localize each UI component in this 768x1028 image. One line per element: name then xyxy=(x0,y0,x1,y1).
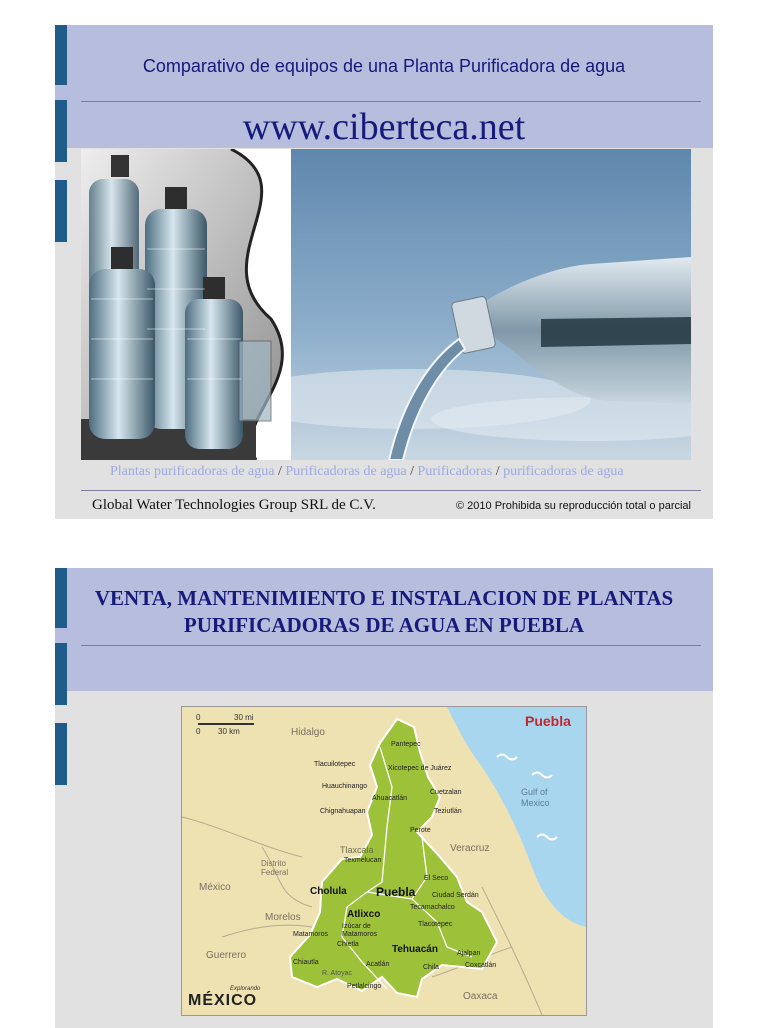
state-label: Tlaxcala xyxy=(340,845,374,855)
brand-small: Explorando xyxy=(230,986,261,992)
title-divider xyxy=(81,101,701,102)
brand-logo: MÉXICO xyxy=(188,992,258,1009)
scale-km: 30 km xyxy=(218,727,240,736)
link-purificadoras[interactable]: Purificadoras xyxy=(417,464,493,479)
city-label: Teziutlán xyxy=(434,808,462,815)
footer-divider xyxy=(81,490,701,491)
slide-1 xyxy=(55,25,713,519)
scale-zero-bottom: 0 xyxy=(196,727,201,736)
city-label: Puebla xyxy=(376,885,416,899)
city-label: Tecamachalco xyxy=(410,904,455,911)
link-plantas-purificadoras[interactable]: Plantas purificadoras de agua xyxy=(110,464,275,479)
pouring-water-photo xyxy=(291,149,691,460)
title-line-1: VENTA, MANTENIMIENTO E INSTALACION DE PLANTAS xyxy=(94,586,674,610)
city-label: Ahuacatlán xyxy=(372,795,408,802)
link-separator: / xyxy=(277,464,282,479)
city-label: Chiautla xyxy=(293,959,319,966)
bottles-illustration xyxy=(81,149,291,460)
title-line-2: PURIFICADORAS DE AGUA EN PUEBLA xyxy=(183,613,585,637)
link-bar xyxy=(110,464,624,480)
link-purificadoras-de-agua[interactable]: Purificadoras de agua xyxy=(285,464,407,479)
scale-bar xyxy=(198,723,254,725)
title-divider xyxy=(81,645,701,646)
pouring-illustration xyxy=(291,149,691,460)
state-label: Distrito Federal xyxy=(261,859,289,877)
city-label: Atlixco xyxy=(347,909,381,920)
footer-copyright: © 2010 Prohibida su reproducción total o parcial xyxy=(456,500,691,512)
bottles-photo xyxy=(81,149,291,460)
slide-tab-3 xyxy=(55,180,67,242)
city-label: Chignahuapan xyxy=(320,808,366,815)
state-label: Morelos xyxy=(265,912,301,923)
city-label: R. Atoyac xyxy=(322,970,352,977)
city-label: Xicotepec de Juárez xyxy=(388,765,452,772)
city-label: El Seco xyxy=(424,875,449,882)
link-purificadoras-agua[interactable]: purificadoras de agua xyxy=(503,464,624,479)
city-label: Perote xyxy=(410,827,431,834)
puebla-map xyxy=(181,706,587,1016)
city-label: Acatlán xyxy=(366,961,390,968)
slide-1-title: Comparativo de equipos de una Planta Purificadora de agua xyxy=(142,56,626,76)
state-label: Guerrero xyxy=(206,950,247,961)
scale-zero-top: 0 xyxy=(196,713,201,722)
state-label: Hidalgo xyxy=(291,727,325,738)
state-label: Oaxaca xyxy=(463,991,498,1002)
city-label: Petlalcingo xyxy=(347,983,382,990)
slide-tab-3 xyxy=(55,723,67,785)
map-state-title: Puebla xyxy=(525,713,571,729)
city-label: Tlacuilotepec xyxy=(314,761,356,768)
link-separator: / xyxy=(410,464,415,479)
city-label: Ajalpan xyxy=(457,950,481,957)
city-label: Huauchinango xyxy=(322,783,368,790)
state-label: Veracruz xyxy=(450,843,490,854)
city-label: Texmelucan xyxy=(344,857,382,864)
city-label: Tlacotepec xyxy=(418,921,453,928)
city-label: Chietla xyxy=(337,941,359,948)
city-label: Tehuacán xyxy=(392,944,438,955)
slide-2-title xyxy=(55,585,713,639)
city-label: Cholula xyxy=(310,886,347,897)
site-url: www.ciberteca.net xyxy=(242,106,526,148)
city-label: Coxcatlán xyxy=(465,962,497,969)
state-label: México xyxy=(199,882,231,893)
slide-tab-2 xyxy=(55,643,67,705)
city-label: Pantepec xyxy=(391,741,421,748)
city-label: Izúcar de Matamoros xyxy=(342,923,378,938)
scale-mi: 30 mi xyxy=(234,713,254,722)
city-label: Matamoros xyxy=(293,931,329,938)
slide-2 xyxy=(55,568,713,1028)
footer-company: Global Water Technologies Group SRL de C.V. xyxy=(92,497,376,513)
map-graphic xyxy=(182,707,586,1015)
link-separator: / xyxy=(495,464,500,479)
city-label: Cuetzalan xyxy=(430,789,462,796)
city-label: Chila xyxy=(423,964,439,971)
city-label: Ciudad Serdán xyxy=(432,892,479,899)
gulf-label: Gulf of Mexico xyxy=(521,787,550,808)
